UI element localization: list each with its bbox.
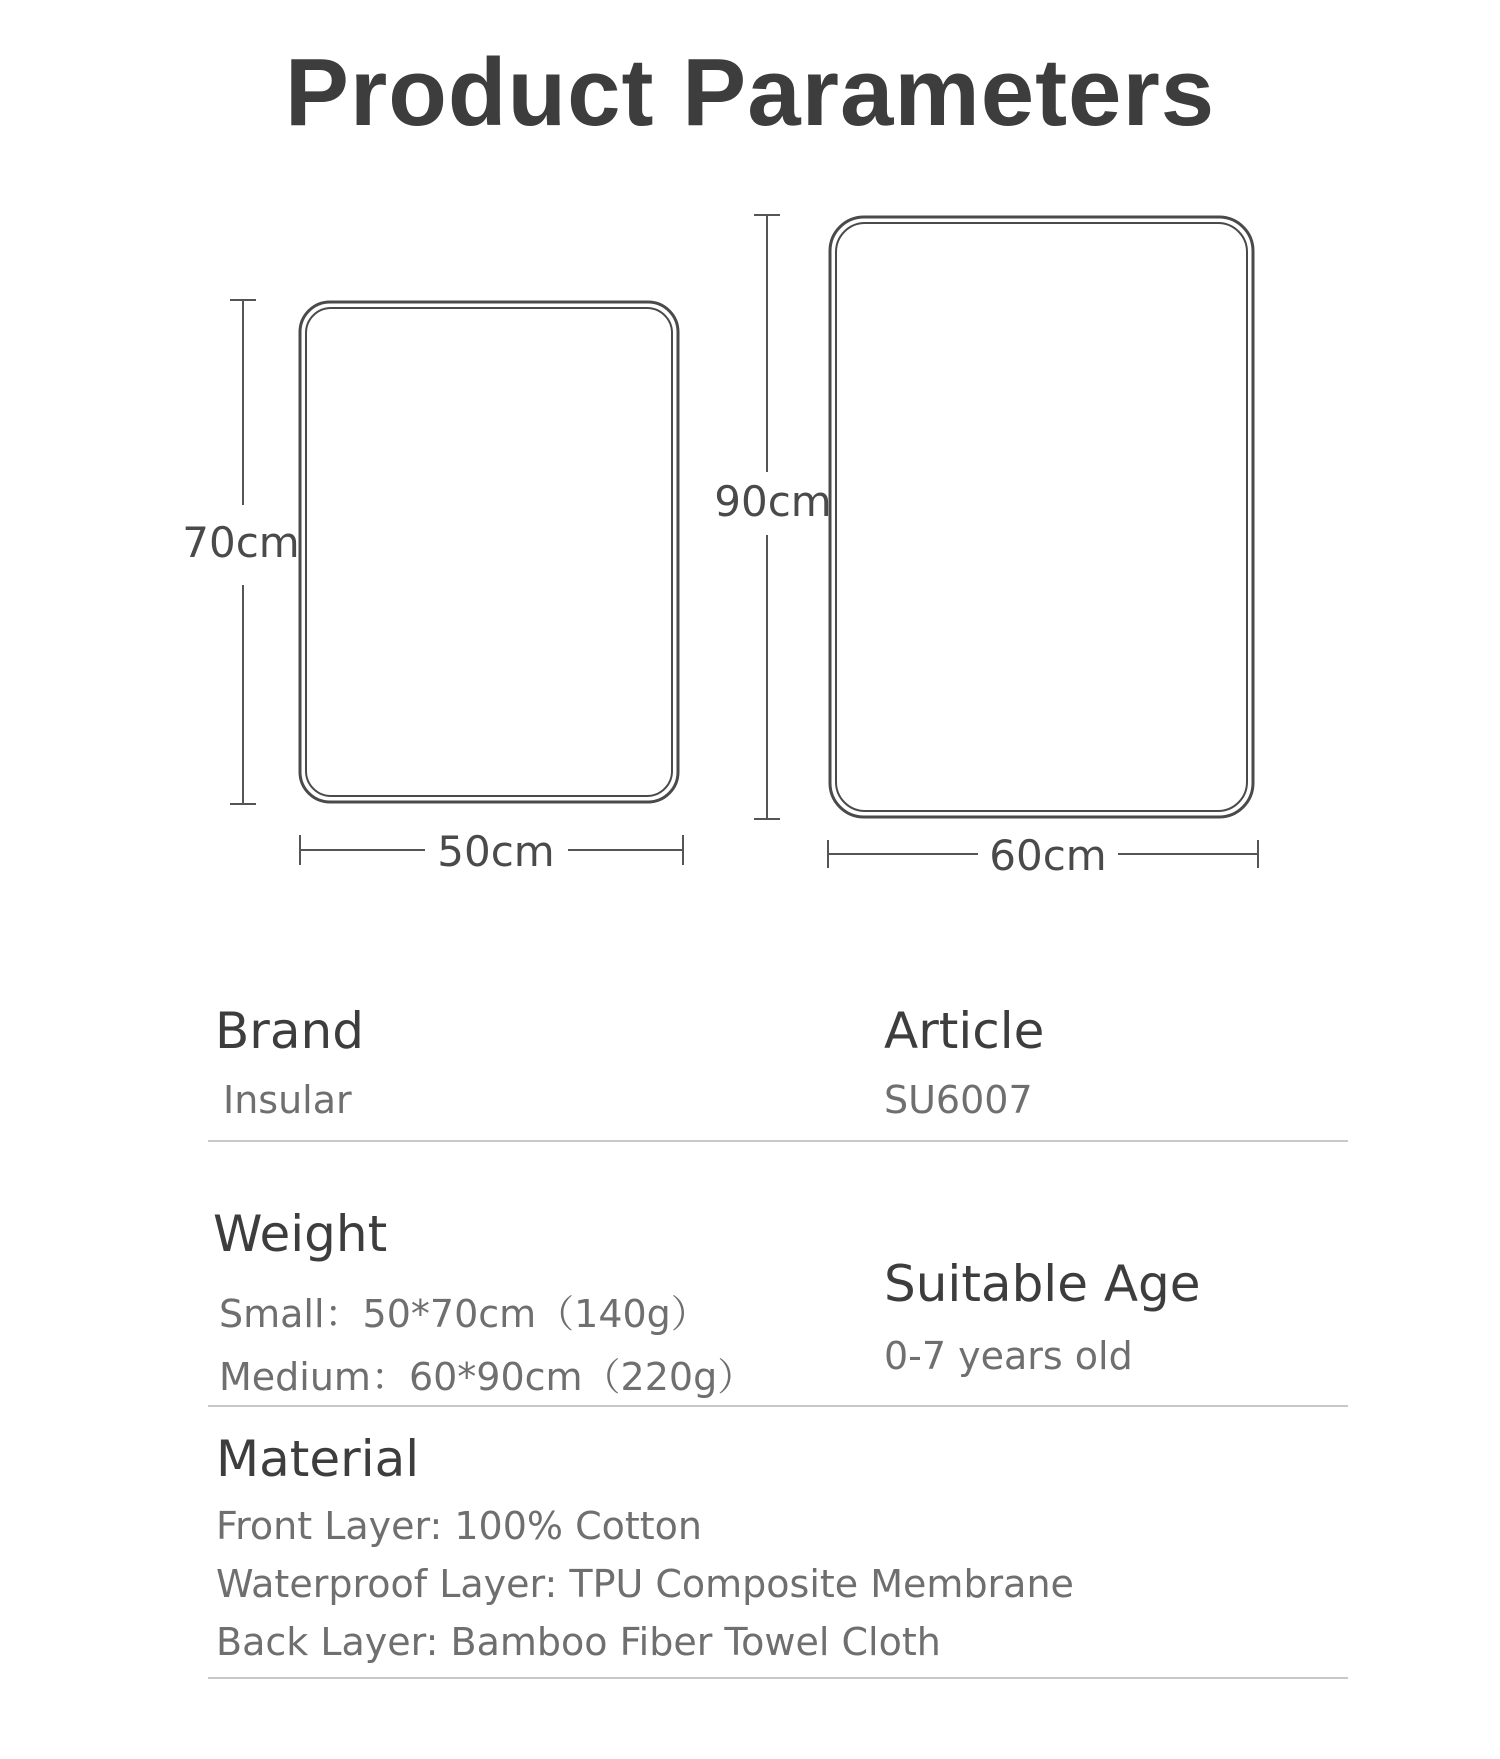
suitable-age-value: 0-7 years old (884, 1334, 1133, 1378)
weight-medium: Medium：60*90cm（220g） (219, 1355, 756, 1399)
material-label: Material (216, 1430, 420, 1488)
material-front-layer: Front Layer: 100% Cotton (216, 1504, 702, 1548)
medium-height-label: 90cm (714, 477, 832, 526)
small-height-label: 70cm (182, 518, 300, 567)
medium-width-label: 60cm (989, 831, 1107, 880)
separator-3 (208, 1677, 1348, 1679)
page-title: Product Parameters (284, 39, 1216, 146)
small-mat-inner-outline (306, 308, 672, 796)
medium-mat-diagram (714, 215, 1258, 880)
brand-label: Brand (215, 1002, 364, 1060)
weight-small: Small：50*70cm（140g） (219, 1292, 709, 1336)
medium-mat-inner-outline (836, 223, 1247, 811)
article-label: Article (884, 1002, 1045, 1060)
weight-label: Weight (213, 1205, 388, 1263)
medium-mat-outline (830, 217, 1253, 817)
suitable-age-label: Suitable Age (884, 1255, 1201, 1313)
separator-1 (208, 1140, 1348, 1142)
article-value: SU6007 (884, 1078, 1033, 1122)
material-back-layer: Back Layer: Bamboo Fiber Towel Cloth (216, 1620, 941, 1664)
small-width-label: 50cm (437, 827, 555, 876)
material-waterproof-layer: Waterproof Layer: TPU Composite Membrane (216, 1562, 1074, 1606)
brand-value: Insular (223, 1078, 352, 1122)
small-mat-diagram (182, 300, 683, 876)
separator-2 (208, 1405, 1348, 1407)
small-mat-outline (300, 302, 678, 802)
